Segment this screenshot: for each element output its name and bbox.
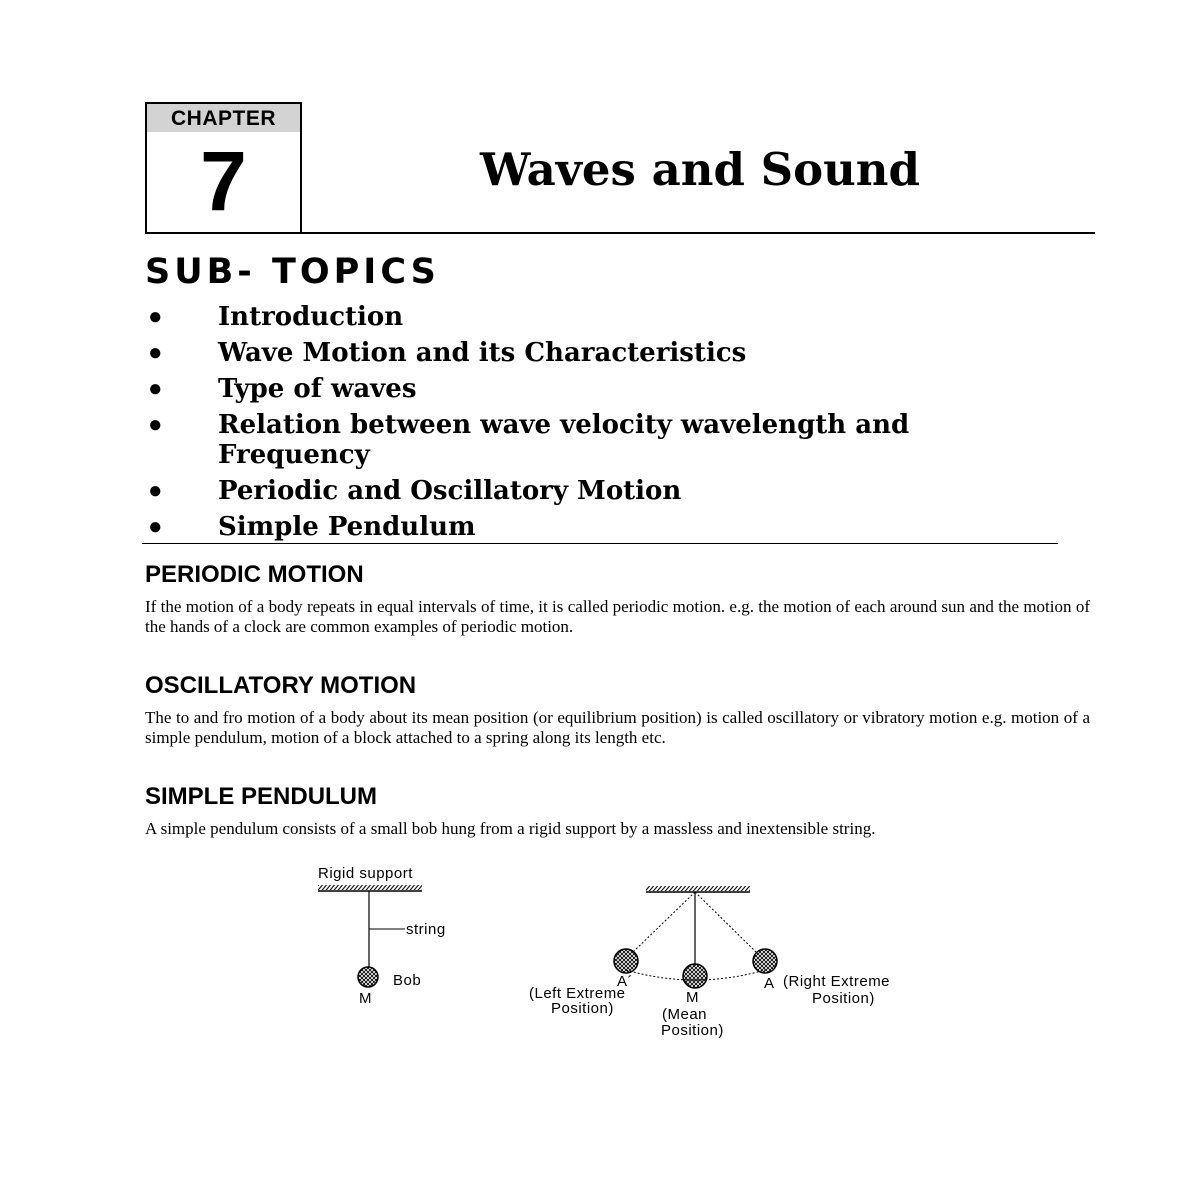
left-extreme-caption-line2: Position) [551, 1000, 614, 1017]
chapter-number: 7 [200, 134, 247, 228]
right-extreme-caption-line1: (Right Extreme [783, 973, 891, 990]
pendulum-string-right [695, 892, 757, 953]
subtopic-text: Simple Pendulum [218, 512, 476, 542]
periodic-motion-text: If the motion of a body repeats in equal intervals of time, it is called periodic motion. e.g. the motion of each around sun and the motion of the hands of a clock are common examples of periodic motion. [145, 597, 1090, 636]
subtopic-text: Relation between wave velocity wavelength and Frequency [218, 410, 910, 470]
pendulum-string-left [632, 892, 695, 953]
bullet-icon: ● [148, 411, 163, 438]
right-extreme-caption-line2: Position) [812, 990, 875, 1007]
bullet-icon: ● [148, 375, 163, 402]
rigid-support-hatch [646, 886, 750, 891]
rigid-support-hatch [318, 885, 422, 890]
subtopic-text: Type of waves [218, 374, 417, 404]
subtopic-text: Periodic and Oscillatory Motion [218, 476, 682, 506]
left-extreme-point-label: A´ [617, 973, 633, 990]
mean-caption-line1: (Mean [662, 1006, 708, 1023]
mean-caption-line2: Position) [661, 1022, 724, 1039]
string-label: string [406, 921, 446, 938]
bob-icon [358, 967, 378, 987]
bob-label: Bob [393, 972, 422, 989]
periodic-motion-heading: PERIODIC MOTION [145, 561, 364, 588]
bullet-icon: ● [148, 339, 163, 366]
bob-mean-icon [683, 964, 707, 988]
oscillatory-motion-heading: OSCILLATORY MOTION [145, 672, 417, 699]
subtopic-text: Introduction [218, 302, 404, 332]
bullet-icon: ● [148, 303, 163, 330]
bob-left-extreme-icon [614, 949, 638, 973]
rigid-support-label: Rigid support [318, 865, 413, 882]
subtopic-text: Wave Motion and its Characteristics [218, 338, 747, 368]
mean-point-label: M [359, 990, 372, 1007]
right-extreme-point-label: A [764, 975, 775, 992]
chapter-title: Waves and Sound [480, 143, 920, 196]
bullet-icon: ● [148, 513, 163, 540]
pendulum-oscillating [529, 886, 890, 1039]
left-extreme-caption-line1: (Left Extreme [529, 985, 626, 1002]
mean-point-label: M [686, 989, 699, 1006]
bullet-icon: ● [148, 477, 163, 504]
simple-pendulum-heading: SIMPLE PENDULUM [145, 783, 378, 810]
oscillatory-motion-text: The to and fro motion of a body about its mean position (or equilibrium position) is called oscillatory or vibratory motion e.g. motion of a simple pendulum, motion of a block attached to a spring along its length etc. [145, 708, 1090, 747]
simple-pendulum-text: A simple pendulum consists of a small bob hung from a rigid support by a massless and inextensible string. [145, 819, 876, 838]
pendulum-at-rest [318, 865, 446, 1007]
chapter-label: CHAPTER [147, 104, 300, 132]
subtopics-heading: SUB- TOPICS [145, 252, 440, 292]
bob-right-extreme-icon [753, 949, 777, 973]
